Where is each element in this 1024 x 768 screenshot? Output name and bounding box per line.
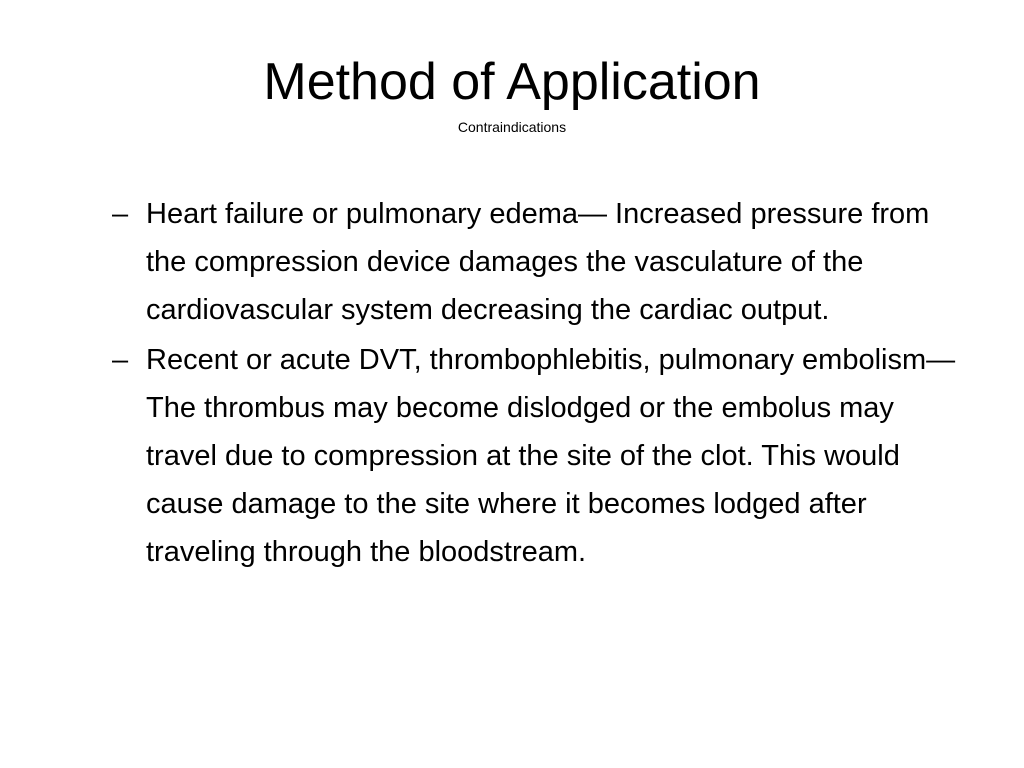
title-block — [0, 52, 1024, 136]
bullet-text: Recent or acute DVT, thrombophlebitis, pulmonary embolism— The thrombus may become dislodged or the embolus may travel due to compression at the site of the clot. This would cause damage to the site where it becomes lodged after traveling through the bloodstream. — [146, 344, 956, 568]
bullet-text: Heart failure or pulmonary edema— Increased pressure from the compression device damages the vasculature of the cardiovascular system decreasing the cardiac output. — [146, 198, 930, 326]
bullet-dash: – — [112, 198, 129, 230]
bullet-dash: – — [112, 344, 129, 376]
bullet-item-heart-failure — [112, 190, 962, 334]
slide-subtitle: Contraindications — [457, 119, 567, 135]
slide-body — [112, 190, 962, 578]
bullet-item-dvt — [112, 336, 962, 576]
slide-title: Method of Application — [263, 53, 761, 111]
